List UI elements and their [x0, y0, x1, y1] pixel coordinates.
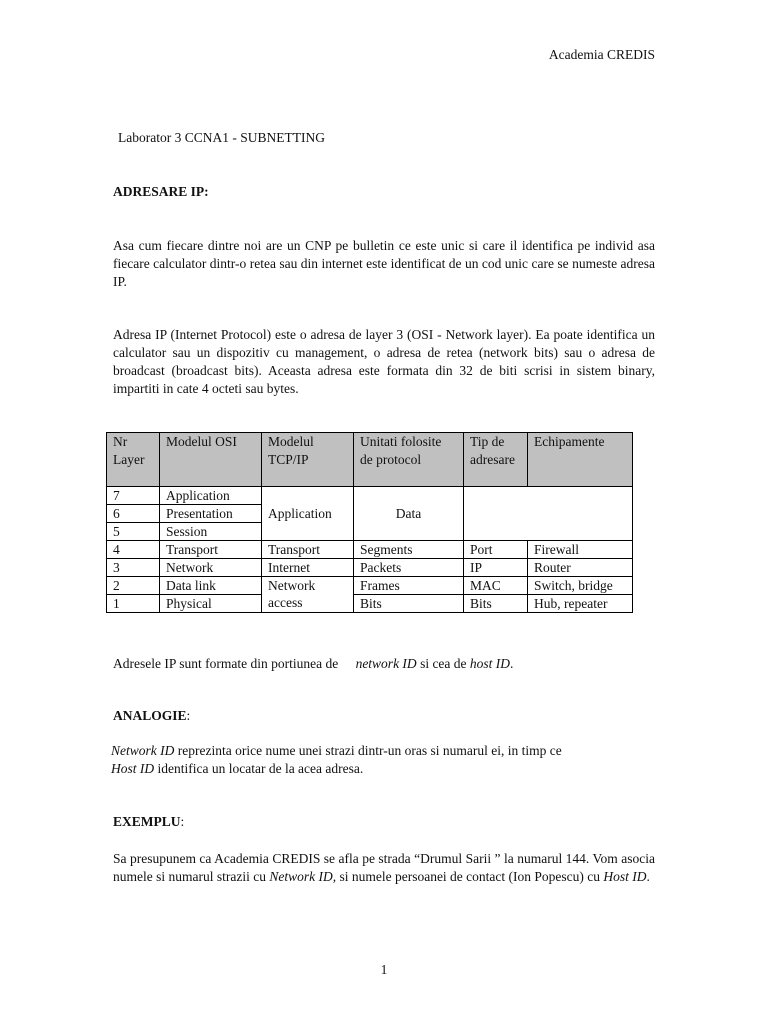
- cell-equip: Hub, repeater: [528, 595, 633, 613]
- cell-nr: 6: [107, 505, 160, 523]
- header-nr-layer: Nr Layer: [107, 433, 160, 487]
- exemplu-network-id: Network ID,: [269, 869, 337, 884]
- table-header-row: [107, 433, 633, 487]
- table-row: [107, 577, 633, 595]
- paragraph-cnp: Asa cum fiecare dintre noi are un CNP pe bulletin ce este unic si care il identifica pe individ asa fiecare calculator dintr-o retea sau din internet este identificat de un cod unic care se numeste adresa IP.: [113, 238, 655, 289]
- analogie-heading-text: ANALOGIE: [113, 708, 187, 723]
- cell-tcp: Internet: [262, 559, 354, 577]
- ids-text-middle: si cea de: [416, 656, 470, 671]
- cell-equip: Router: [528, 559, 633, 577]
- paragraph-exemplu: [113, 850, 655, 886]
- exemplu-heading-text: EXEMPLU: [113, 814, 181, 829]
- ids-host-id: host ID: [469, 656, 511, 671]
- osi-tcpip-table: [106, 432, 633, 613]
- analogie-network-id: Network ID: [111, 743, 175, 758]
- analogie-text2: identifica un locatar de la acea adresa.: [154, 761, 364, 776]
- cell-unit: Segments: [354, 541, 464, 559]
- cell-nr: 7: [107, 487, 160, 505]
- cell-osi: Data link: [160, 577, 262, 595]
- cell-osi: Transport: [160, 541, 262, 559]
- cell-nr: 4: [107, 541, 160, 559]
- paragraph-ids: [113, 655, 655, 673]
- cell-unit: Packets: [354, 559, 464, 577]
- cell-merged-application: Application: [262, 487, 354, 541]
- cell-osi: Application: [160, 487, 262, 505]
- ids-text-before: Adresele IP sunt formate din portiunea de: [113, 656, 342, 671]
- ids-text-after: .: [510, 656, 514, 671]
- heading-adresare-ip: ADRESARE IP:: [113, 184, 209, 199]
- header-addressing: Tip de adresare: [464, 433, 528, 487]
- cell-tcp: Transport: [262, 541, 354, 559]
- ids-network-id: network ID: [355, 656, 417, 671]
- cell-addr: Bits: [464, 595, 528, 613]
- page-number: 1: [380, 962, 388, 977]
- cell-osi: Session: [160, 523, 262, 541]
- analogie-text1: reprezinta orice nume unei strazi dintr-un oras si numarul ei, in timp ce: [174, 743, 562, 758]
- cell-addr: Port: [464, 541, 528, 559]
- cell-merged-network-access: Network access: [262, 577, 354, 613]
- analogie-colon: :: [186, 708, 191, 723]
- exemplu-host-id: Host ID: [603, 869, 647, 884]
- cell-nr: 3: [107, 559, 160, 577]
- cell-addr: MAC: [464, 577, 528, 595]
- cell-nr: 2: [107, 577, 160, 595]
- header-units: Unitati folosite de protocol: [354, 433, 464, 487]
- cell-nr: 5: [107, 523, 160, 541]
- header-equipment: Echipamente: [528, 433, 633, 487]
- paragraph-analogie: [111, 742, 653, 778]
- lab-title: Laborator 3 CCNA1 - SUBNETTING: [118, 130, 325, 145]
- cell-unit: Frames: [354, 577, 464, 595]
- table-row: [107, 559, 633, 577]
- paragraph-ip-description: Adresa IP (Internet Protocol) este o adresa de layer 3 (OSI - Network layer). Ea poate identifica un calculator sau un dispozitiv cu management, o adresa de retea (network bits) sau o adresa de broadcast (broadcast bits). Aceasta adresa este formata din 32 de biti scrisi in sistem binary, impartiti in cate 4 octeti sau bytes.: [113, 327, 655, 396]
- analogie-host-id: Host ID: [111, 761, 155, 776]
- cell-osi: Physical: [160, 595, 262, 613]
- exemplu-colon: :: [180, 814, 185, 829]
- heading-analogie: [113, 708, 190, 724]
- cell-unit: Bits: [354, 595, 464, 613]
- header-osi: Modelul OSI: [160, 433, 262, 487]
- heading-exemplu: [113, 814, 184, 830]
- table-row: [107, 541, 633, 559]
- table-row: [107, 487, 633, 505]
- header-tcpip: Modelul TCP/IP: [262, 433, 354, 487]
- exemplu-text1: Sa presupunem ca Academia CREDIS se afla pe strada “Drumul Sarii ” la numarul 144. Vom asocia numele si numarul strazii cu: [113, 851, 655, 884]
- header-org: Academia CREDIS: [548, 47, 655, 62]
- cell-equip: Firewall: [528, 541, 633, 559]
- exemplu-text3: .: [646, 869, 650, 884]
- cell-nr: 1: [107, 595, 160, 613]
- cell-merged-data: Data: [354, 487, 464, 541]
- cell-merged-empty: [464, 487, 633, 541]
- exemplu-text2: si numele persoanei de contact (Ion Popescu) cu: [336, 869, 604, 884]
- cell-osi: Network: [160, 559, 262, 577]
- cell-addr: IP: [464, 559, 528, 577]
- cell-equip: Switch, bridge: [528, 577, 633, 595]
- table-row: [107, 595, 633, 613]
- cell-osi: Presentation: [160, 505, 262, 523]
